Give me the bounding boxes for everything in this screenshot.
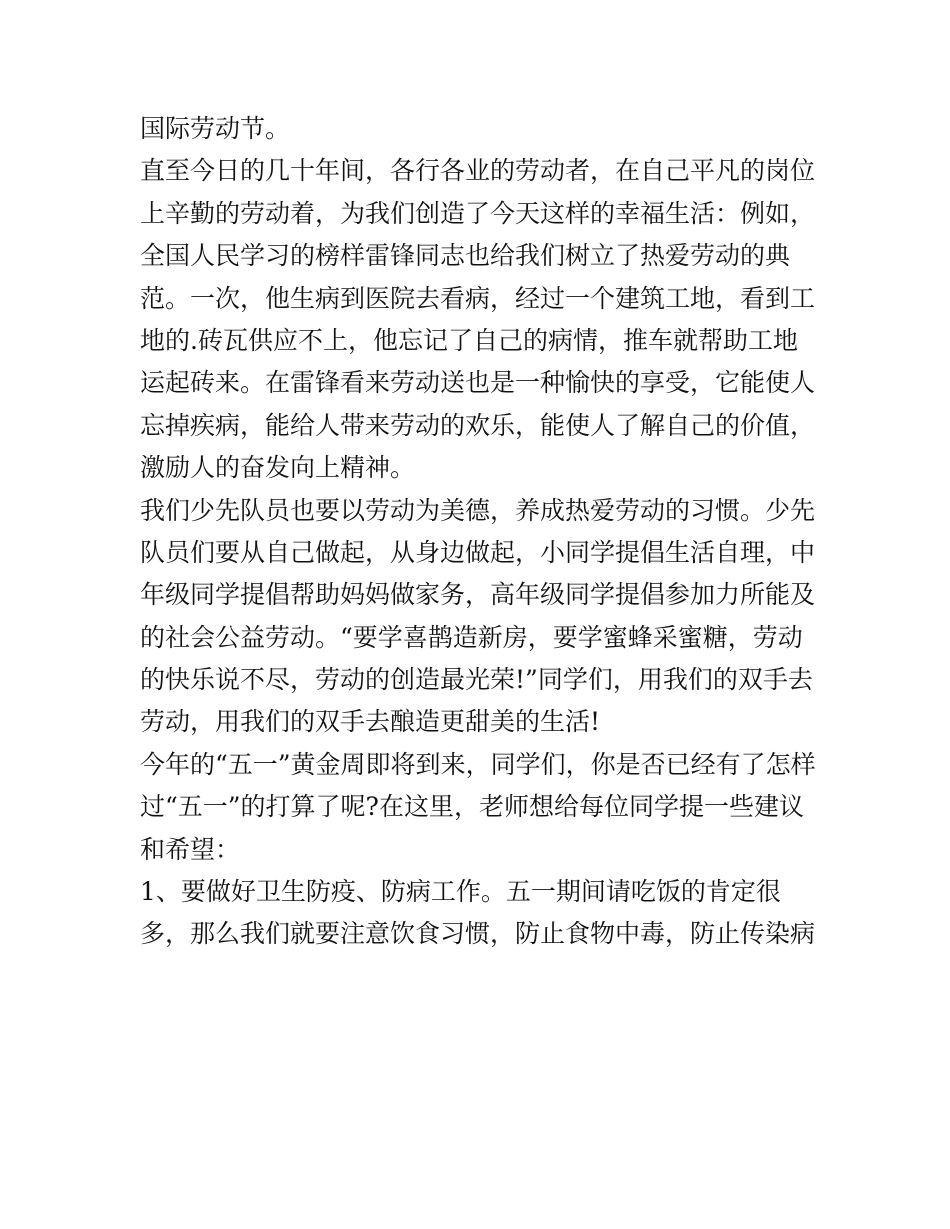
text-line: 上辛勤的劳动着，为我们创造了今天这样的幸福生活：例如， [140, 198, 816, 228]
text-line: 队员们要从自己做起，从身边做起，小同学提倡生活自理，中 [140, 537, 816, 567]
text-line: 和希望： [140, 834, 241, 864]
text-line: 忘掉疾病，能给人带来劳动的欢乐，能使人了解自己的价值， [140, 410, 816, 440]
text-line: 范。一次，他生病到医院去看病，经过一个建筑工地，看到工 [140, 283, 816, 313]
text-line: 的快乐说不尽，劳动的创造最光荣!”同学们，用我们的双手去 [140, 665, 813, 695]
text-line: 我们少先队员也要以劳动为美德，养成热爱劳动的习惯。少先 [140, 495, 816, 525]
text-line: 地的.砖瓦供应不上，他忘记了自己的病情，推车就帮助工地 [140, 325, 798, 355]
text-line: 过“五一”的打算了呢?在这里，老师想给每位同学提一些建议 [140, 792, 804, 822]
text-line: 运起砖来。在雷锋看来劳动送也是一种愉快的享受，它能使人 [140, 368, 816, 398]
text-line: 劳动，用我们的双手去酿造更甜美的生活! [140, 707, 601, 737]
text-line: 年级同学提倡帮助妈妈做家务，高年级同学提倡参加力所能及 [140, 580, 816, 610]
text-line: 1、要做好卫生防疫、防病工作。五一期间请吃饭的肯定很 [140, 877, 781, 907]
text-line: 国际劳动节。 [140, 114, 291, 143]
text-line: 的社会公益劳动。“要学喜鹊造新房，要学蜜蜂采蜜糖，劳动 [140, 622, 803, 652]
text-line: 全国人民学习的榜样雷锋同志也给我们树立了热爱劳动的典 [140, 241, 791, 271]
document-body [140, 108, 820, 956]
text-line: 直至今日的几十年间，各行各业的劳动者，在自己平凡的岗位 [140, 156, 816, 186]
text-line: 激励人的奋发向上精神。 [140, 453, 416, 483]
text-line: 今年的“五一”黄金周即将到来，同学们，你是否已经有了怎样 [140, 749, 816, 779]
text-line: 多，那么我们就要注意饮食习惯，防止食物中毒，防止传染病 [140, 919, 816, 949]
